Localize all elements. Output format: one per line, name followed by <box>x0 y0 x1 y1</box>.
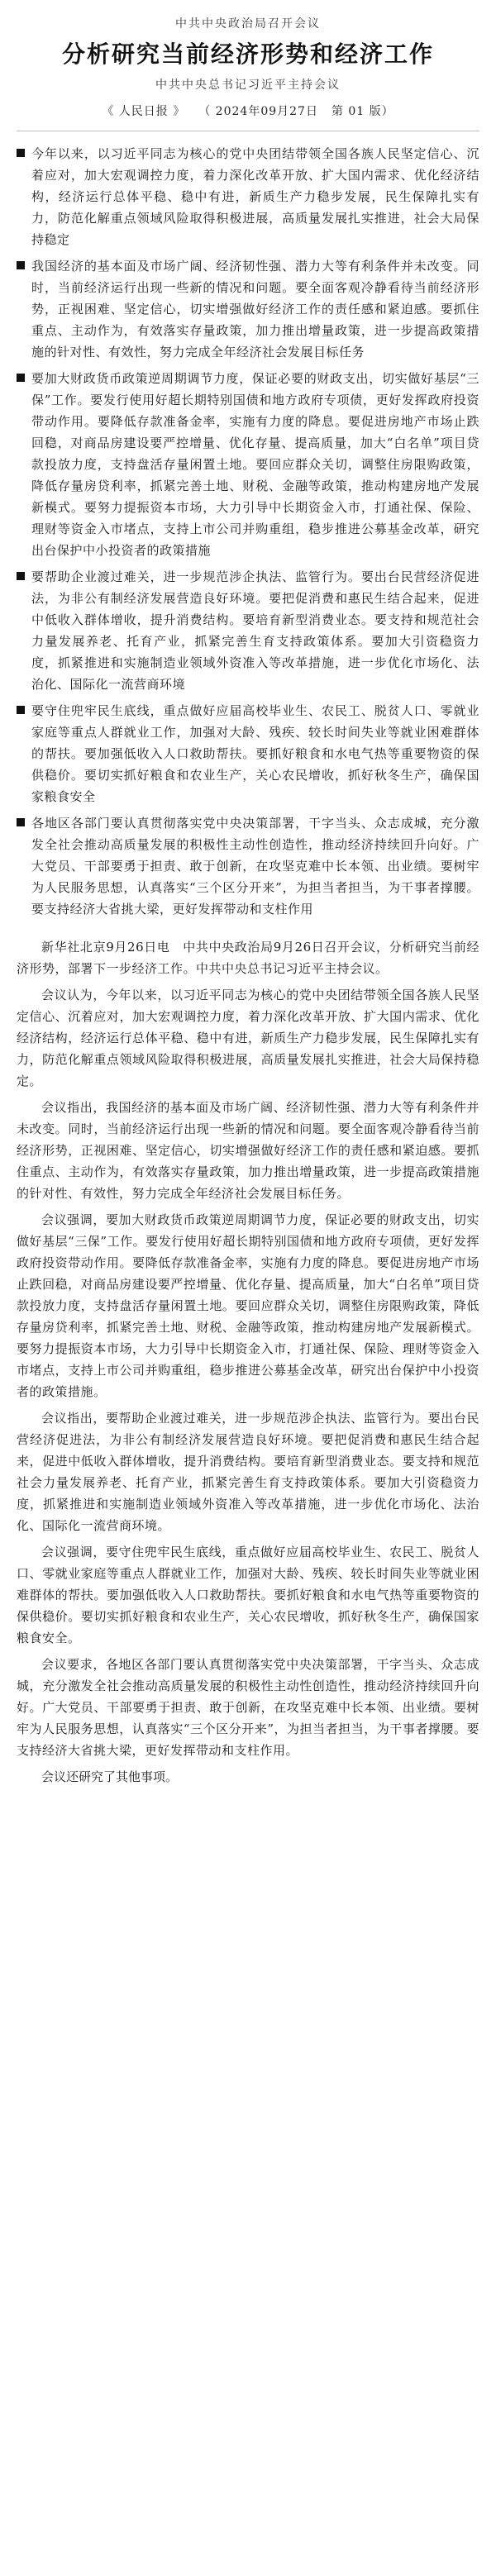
square-bullet-icon <box>17 149 25 157</box>
body-paragraph: 会议指出，我国经济的基本面及市场广阔、经济韧性强、潜力大等有利条件并未改变。同时，当前经济运行出现一些新的情况和问题。要全面客观冷静看待当前经济形势，正视困难、坚定信心，切实增强做好经济工作的责任感和紧迫感。要抓住重点、主动作为，有效落实存量政策，加力推出增量政策，进一步提高政策措施的针对性、有效性，努力完成全年经济社会发展目标任务。 <box>17 1100 479 1201</box>
body-paragraph: 会议指出，要帮助企业渡过难关，进一步规范涉企执法、监管行为。要出台民营经济促进法，为非公有制经济发展营造良好环境。要把促消费和惠民生结合起来，促进中低收入群体增收，提升消费结构。要培育新型消费业态。要支持和规范社会力量发展养老、托育产业，抓紧完善生育支持政策体系。要加大引资稳资力度，抓紧推进和实施制造业领域外资准入等改革措施，进一步优化市场化、法治化、国际化一流营商环境。 <box>17 1411 479 1533</box>
summary-item <box>17 368 479 561</box>
summary-text: 今年以来，以习近平同志为核心的党中央团结带领全国各族人民坚定信心、沉着应对，加大宏观调控力度，着力深化改革开放、扩大国内需求、优化经济结构，经济运行总体平稳、稳中有进，新质生产力稳步发展，民生保障扎实有力，防范化解重点领域风险取得积极进展，高质量发展扎实推进，社会大局保持稳定 <box>31 146 479 247</box>
square-bullet-icon <box>17 261 25 269</box>
article-body <box>17 936 479 1788</box>
article-header <box>17 15 479 119</box>
body-paragraph: 会议强调，要守住兜牢民生底线，重点做好应届高校毕业生、农民工、脱贫人口、零就业家庭等重点人群就业工作，加强对大龄、残疾、较长时间失业等就业困难群体的帮扶。要加强低收入人口救助帮扶。要抓好粮食和水电气热等重要物资的保供稳价。要切实抓好粮食和农业生产，关心农民增收，抓好秋冬生产，确保国家粮食安全。 <box>17 1545 479 1645</box>
page-number: 第 01 版） <box>331 105 394 118</box>
summary-item <box>17 143 479 250</box>
summary-item <box>17 700 479 807</box>
square-bullet-icon <box>17 818 25 826</box>
kicker: 中共中央政治局召开会议 <box>175 17 321 31</box>
summary-section <box>17 143 479 920</box>
article-title: 分析研究当前经济形势和经济工作 <box>61 40 434 68</box>
body-paragraph: 会议要求，各地区各部门要认真贯彻落实党中央决策部署，干字当头、众志成城，充分激发全社会推动高质量发展的积极性主动性创造性，推动经济持续回升向好。广大党员、干部要勇于担责、敢于创新，在攻坚克难中长本领、出业绩。要树牢为人民服务思想，认真落实“三个区分开来”，为担当者担当，为干事者撑腰。要支持经济大省挑大梁，更好发挥带动和支柱作用。 <box>17 1657 479 1758</box>
summary-text: 要加大财政货币政策逆周期调节力度，保证必要的财政支出，切实做好基层“三保”工作。要发行使用好超长期特别国债和地方政府专项债，更好发挥政府投资带动作用。要降低存款准备金率，实施有力度的降息。要促进房地产市场止跌回稳，对商品房建设要严控增量、优化存量、提高质量，加大“白名单”项目贷款投放力度，支持盘活存量闲置土地。要回应群众关切，调整住房限购政策，降低存量房贷利率，抓紧完善土地、财税、金融等政策，推动构建房地产发展新模式。要努力提振资本市场，大力引导中长期资金入市，打通社保、保险、理财等资金入市堵点，支持上市公司并购重组，稳步推进公募基金改革，研究出台保护中小投资者的政策措施 <box>31 371 479 558</box>
summary-text: 要守住兜牢民生底线，重点做好应届高校毕业生、农民工、脱贫人口、零就业家庭等重点人群就业工作，加强对大龄、残疾、较长时间失业等就业困难群体的帮扶。要加强低收入人口救助帮扶。要抓好粮食和水电气热等重要物资的保供稳价。要切实抓好粮食和农业生产，关心农民增收，抓好秋冬生产，确保国家粮食安全 <box>31 703 479 804</box>
summary-item <box>17 566 479 695</box>
summary-text: 要帮助企业渡过难关，进一步规范涉企执法、监管行为。要出台民营经济促进法，为非公有制经济发展营造良好环境。要把促消费和惠民生结合起来，促进中低收入群体增收，提升消费结构。要培育新型消费业态。要支持和规范社会力量发展养老、托育产业，抓紧完善生育支持政策体系。要加大引资稳资力度，抓紧推进和实施制造业领域外资准入等改革措施，进一步优化市场化、法治化、国际化一流营商环境 <box>31 569 479 692</box>
summary-text: 我国经济的基本面及市场广阔、经济韧性强、潜力大等有利条件并未改变。同时，当前经济运行出现一些新的情况和问题。要全面客观冷静看待当前经济形势，正视困难、坚定信心，切实增强做好经济工作的责任感和紧迫感。要抓住重点、主动作为，有效落实存量政策，加力推出增量政策，进一步提高政策措施的针对性、有效性，努力完成全年经济社会发展目标任务 <box>31 259 479 359</box>
square-bullet-icon <box>17 572 25 580</box>
closing-note: 会议还研究了其他事项。 <box>41 1769 179 1784</box>
article-page <box>17 0 479 1820</box>
source-line <box>17 102 479 119</box>
square-bullet-icon <box>17 374 25 382</box>
body-paragraph: 新华社北京9月26日电 中共中央政治局9月26日召开会议，分析研究当前经济形势，部署下一步经济工作。中共中央总书记习近平主持会议。 <box>17 940 479 976</box>
body-paragraph: 会议认为，今年以来，以习近平同志为核心的党中央团结带领全国各族人民坚定信心、沉着应对，加大宏观调控力度，着力深化改革开放、扩大国内需求、优化经济结构，经济运行总体平稳、稳中有进，新质生产力稳步发展，民生保障扎实有力，防范化解重点领域风险取得积极进展，高质量发展扎实推进，社会大局保持稳定。 <box>17 988 479 1088</box>
newspaper-name: 《 人民日报 》 <box>102 105 186 118</box>
square-bullet-icon <box>17 706 25 714</box>
publish-date: （ 2024年09月27日 <box>198 105 318 118</box>
section-spacer <box>17 925 479 936</box>
body-paragraph: 会议强调，要加大财政货币政策逆周期调节力度，保证必要的财政支出，切实做好基层“三保”工作。要发行使用好超长期特别国债和地方政府专项债，更好发挥政府投资带动作用。要降低存款准备金率，实施有力度的降息。要促进房地产市场止跌回稳，对商品房建设要严控增量、优化存量、提高质量，加大“白名单”项目贷款投放力度，支持盘活存量闲置土地。要回应群众关切，调整住房限购政策，降低存量房贷利率，抓紧完善土地、财税、金融等政策，推动构建房地产发展新模式。要努力提振资本市场，大力引导中长期资金入市，打通社保、保险、理财等资金入市堵点，支持上市公司并购重组，稳步推进公募基金改革，研究出台保护中小投资者的政策措施。 <box>17 1212 479 1399</box>
summary-item <box>17 812 479 920</box>
summary-text: 各地区各部门要认真贯彻落实党中央决策部署，干字当头、众志成城，充分激发全社会推动高质量发展的积极性主动性创造性，推动经济持续回升向好。广大党员、干部要勇于担责、敢于创新，在攻坚克难中长本领、出业绩。要树牢为人民服务思想，认真落实“三个区分开来”，为担当者担当，为干事者撑腰。要支持经济大省挑大梁，更好发挥带动和支柱作用 <box>31 816 479 917</box>
summary-item <box>17 255 479 363</box>
article-subtitle: 中共中央总书记习近平主持会议 <box>155 79 341 92</box>
